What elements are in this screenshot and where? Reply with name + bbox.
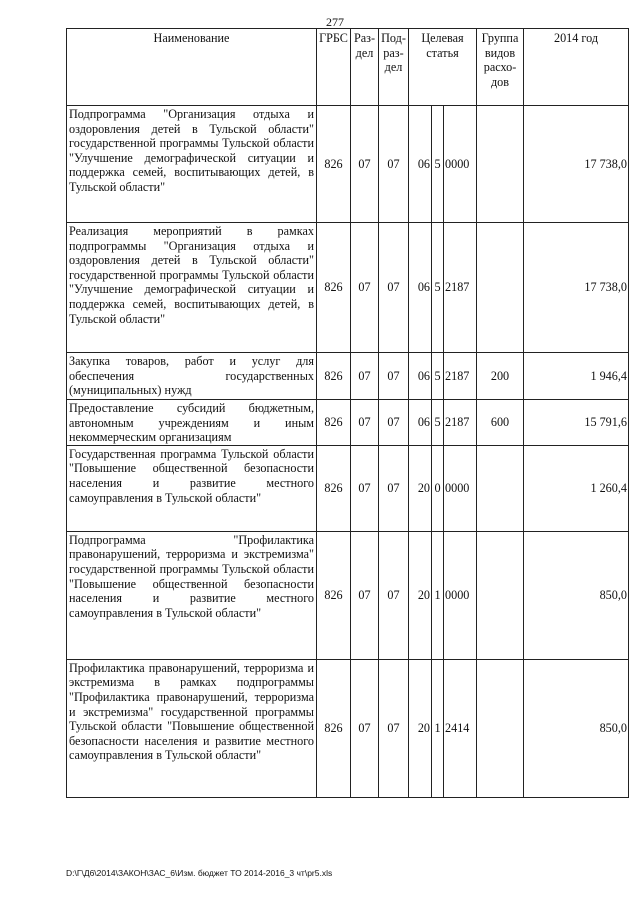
row-name: Предоставление субсидий бюджетным, автономным учреждениям и иным некоммерческим организациям: [67, 400, 317, 446]
amount-cell: 1 260,4: [524, 445, 629, 531]
target-code-part2: 5: [432, 353, 444, 400]
expense-group-cell: [477, 223, 524, 353]
target-code-part2: 5: [432, 223, 444, 353]
header-target: Целевая статья: [409, 29, 477, 106]
header-podrazdel: Под- раз- дел: [379, 29, 409, 106]
amount-cell: 15 791,6: [524, 400, 629, 446]
row-name: Профилактика правонарушений, терроризма и экстремизма в рамках подпрограммы "Профилактика правонарушений, терроризма и экстремизма" государственной программы Тульской области "Повышение общественной безопасности населения и развитие местного самоуправления в Тульской области": [67, 659, 317, 797]
razdel-cell: 07: [351, 106, 379, 223]
podrazdel-cell: 07: [379, 531, 409, 659]
expense-group-cell: [477, 531, 524, 659]
amount-cell: 850,0: [524, 531, 629, 659]
amount-cell: 17 738,0: [524, 106, 629, 223]
razdel-cell: 07: [351, 531, 379, 659]
target-code-part1: 06: [409, 400, 432, 446]
expense-group-cell: [477, 445, 524, 531]
grbs-cell: 826: [317, 353, 351, 400]
target-code-part2: 5: [432, 400, 444, 446]
row-name: Подпрограмма "Организация отдыха и оздоровления детей в Тульской области" государственной программы Тульской области "Улучшение демографической ситуации и поддержка семей, воспитывающих детей, в Тульской области": [67, 106, 317, 223]
table-row: [67, 445, 629, 531]
podrazdel-cell: 07: [379, 400, 409, 446]
target-code-part1: 20: [409, 531, 432, 659]
target-code-part1: 06: [409, 223, 432, 353]
row-name: Подпрограмма "Профилактика правонарушений, терроризма и экстремизма" государственной программы Тульской области "Повышение общественной безопасности населения и развитие местного самоуправления в Тульской области": [67, 531, 317, 659]
row-name: Реализация мероприятий в рамках подпрограммы "Организация отдыха и оздоровления детей в Тульской области" государственной программы Тульской области "Улучшение демографической ситуации и поддержка семей, воспитывающих детей, в Тульской области": [67, 223, 317, 353]
table-row: [67, 531, 629, 659]
podrazdel-cell: 07: [379, 353, 409, 400]
razdel-cell: 07: [351, 659, 379, 797]
header-grbs: ГРБС: [317, 29, 351, 106]
amount-cell: 17 738,0: [524, 223, 629, 353]
file-path-footer: D:\Г\Д6\2014\ЗАКОН\ЗАС_6\Изм. бюджет ТО 2014-2016_3 чт\pr5.xls: [66, 868, 333, 878]
podrazdel-cell: 07: [379, 223, 409, 353]
amount-cell: 850,0: [524, 659, 629, 797]
target-code-part2: 1: [432, 659, 444, 797]
target-code-part3: 0000: [444, 531, 477, 659]
razdel-cell: 07: [351, 400, 379, 446]
table-row: [67, 223, 629, 353]
podrazdel-cell: 07: [379, 659, 409, 797]
podrazdel-cell: 07: [379, 445, 409, 531]
expense-group-cell: 600: [477, 400, 524, 446]
target-code-part2: 5: [432, 106, 444, 223]
grbs-cell: 826: [317, 445, 351, 531]
target-code-part1: 06: [409, 353, 432, 400]
row-name: Закупка товаров, работ и услуг для обеспечения государственных (муниципальных) нужд: [67, 353, 317, 400]
target-code-part3: 2414: [444, 659, 477, 797]
target-code-part3: 0000: [444, 106, 477, 223]
table-body: [67, 106, 629, 798]
header-group: Группа видов расхо- дов: [477, 29, 524, 106]
target-code-part2: 1: [432, 531, 444, 659]
header-name: Наименование: [67, 29, 317, 106]
target-code-part1: 20: [409, 659, 432, 797]
target-code-part3: 2187: [444, 400, 477, 446]
row-name: Государственная программа Тульской области "Повышение общественной безопасности населения и развитие местного самоуправления в Тульской области": [67, 445, 317, 531]
table-row: [67, 353, 629, 400]
razdel-cell: 07: [351, 223, 379, 353]
expense-group-cell: 200: [477, 353, 524, 400]
razdel-cell: 07: [351, 353, 379, 400]
table-row: [67, 659, 629, 797]
expense-group-cell: [477, 659, 524, 797]
target-code-part3: 0000: [444, 445, 477, 531]
grbs-cell: 826: [317, 659, 351, 797]
target-code-part1: 20: [409, 445, 432, 531]
grbs-cell: 826: [317, 531, 351, 659]
header-razdel: Раз- дел: [351, 29, 379, 106]
amount-cell: 1 946,4: [524, 353, 629, 400]
target-code-part3: 2187: [444, 353, 477, 400]
grbs-cell: 826: [317, 106, 351, 223]
grbs-cell: 826: [317, 223, 351, 353]
table-row: [67, 400, 629, 446]
podrazdel-cell: 07: [379, 106, 409, 223]
budget-table: [66, 28, 629, 798]
target-code-part2: 0: [432, 445, 444, 531]
table-row: [67, 106, 629, 223]
target-code-part3: 2187: [444, 223, 477, 353]
grbs-cell: 826: [317, 400, 351, 446]
expense-group-cell: [477, 106, 524, 223]
page-number: 277: [326, 15, 344, 29]
razdel-cell: 07: [351, 445, 379, 531]
header-year: 2014 год: [524, 29, 629, 106]
target-code-part1: 06: [409, 106, 432, 223]
